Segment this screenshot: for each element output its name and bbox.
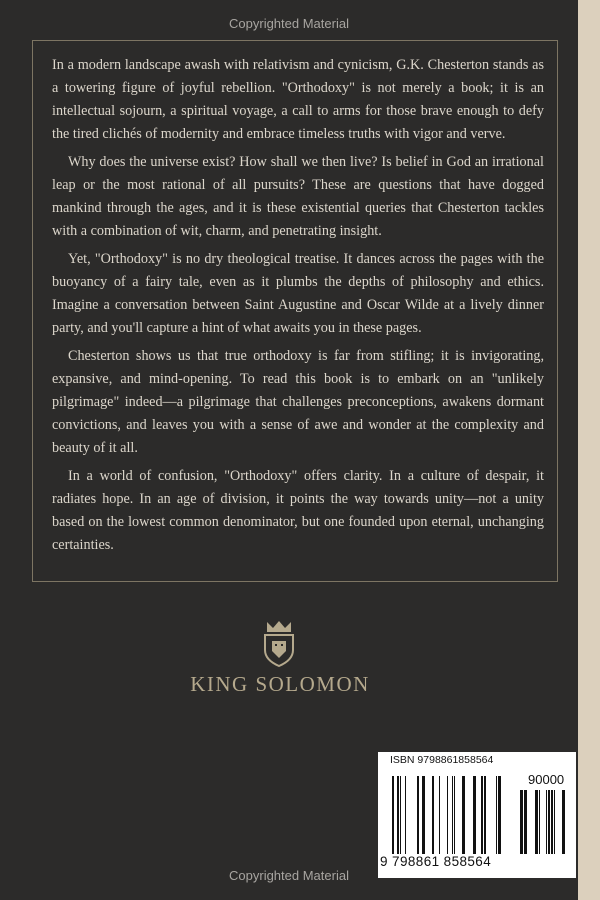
spine-edge — [578, 0, 600, 900]
barcode-digits: 9 798861 858564 — [380, 854, 492, 869]
blurb-paragraph-3: Yet, "Orthodoxy" is no dry theological treatise. It dances across the pages with the buoyancy of a fairy tale, even as it plumbs the depths of philosophy and ethics. Imagine a conversation between Saint Augustine and Oscar Wilde at a lively dinner party, and you'll capture a hint of what awaits you in these pages. — [52, 251, 544, 336]
blurb-paragraph-1: In a modern landscape awash with relativism and cynicism, G.K. Chesterton stands as a towering figure of joyful rebellion. "Orthodoxy" is not merely a book; it is an intellectual sojourn, a spiritual voyage, a call to arms for those brave enough to defy the tired clichés of modernity and embrace timeless truths with vigor and verve. — [52, 57, 544, 142]
crowned-lion-shield-icon — [259, 618, 299, 668]
isbn-barcode — [378, 752, 576, 878]
isbn-label: ISBN 9798861858564 — [390, 754, 494, 766]
blurb-paragraph-2: Why does the universe exist? How shall we then live? Is belief in God an irrational leap or the most rational of all pursuits? These are questions that have dogged mankind through the ages, and it is these existential queries that Chesterton tackles with a combination of wit, charm, and penetrating insight. — [52, 154, 544, 239]
copyright-watermark-bottom: Copyrighted Material — [229, 868, 349, 883]
publisher-name: KING SOLOMON — [190, 672, 370, 696]
blurb-paragraph-4: Chesterton shows us that true orthodoxy is far from stifling; it is invigorating, expansive, and mind-opening. To read this book is to embark on an "unlikely pilgrimage" indeed—a pilgrimage that challenges preconceptions, awakens dormant convictions, and leaves you with a sense of awe and wonder at the complexity and beauty of it all. — [52, 348, 544, 456]
blurb-paragraph-5: In a world of confusion, "Orthodoxy" offers clarity. In a culture of despair, it radiates hope. In an age of division, it points the way towards unity—not a unity based on the lowest common denominator, but one founded upon eternal, unchanging certainties. — [52, 468, 544, 553]
barcode-bars — [388, 776, 568, 858]
price-code: 90000 — [528, 772, 565, 787]
copyright-watermark-top: Copyrighted Material — [229, 16, 349, 31]
back-cover-blurb — [52, 54, 544, 562]
